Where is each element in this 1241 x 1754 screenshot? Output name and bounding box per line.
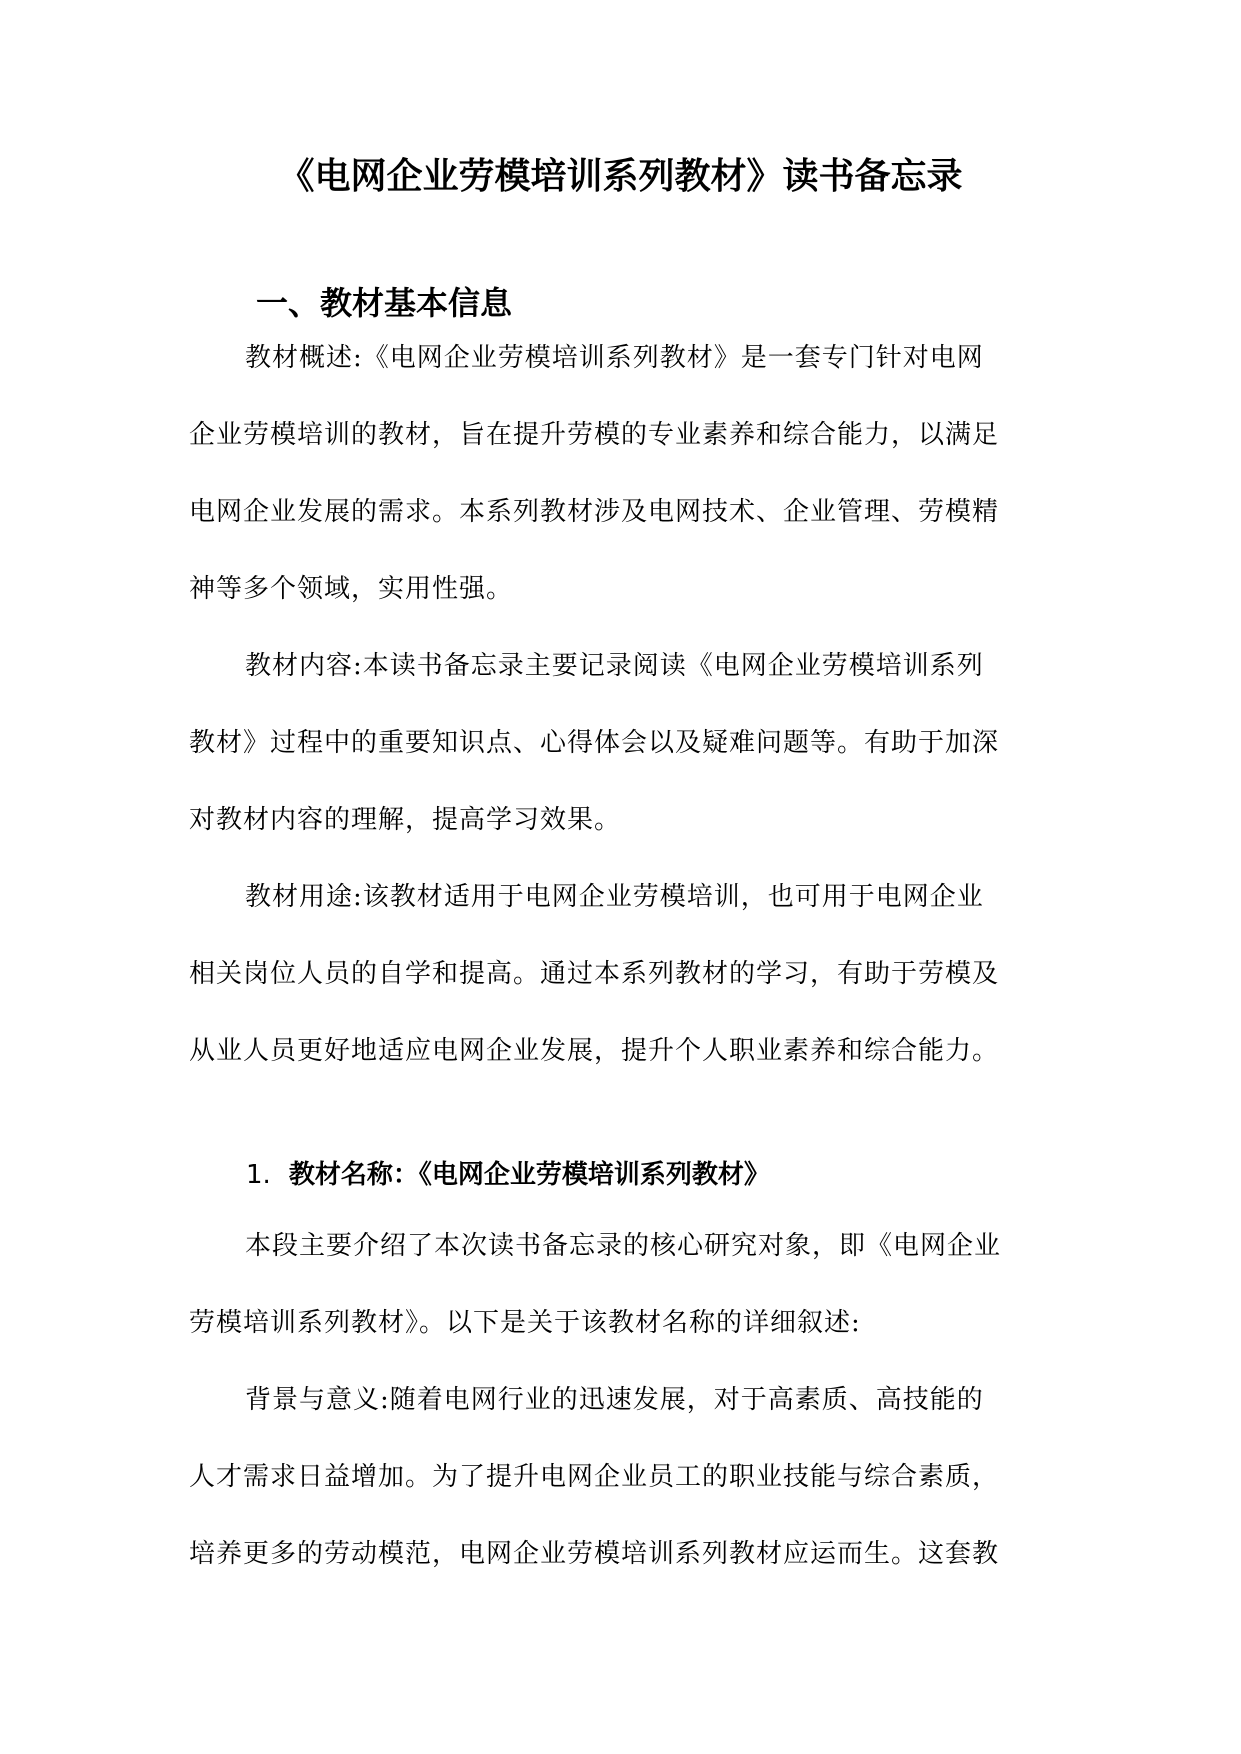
paragraph-line: 相关岗位人员的自学和提高。通过本系列教材的学习，有助于劳模及 [189,959,1000,989]
paragraph-line: 从业人员更好地适应电网企业发展，提升个人职业素养和综合能力。 [189,1036,1000,1066]
paragraph-line: 神等多个领域，实用性强。 [189,574,514,604]
subsection-number: 1. [246,1160,271,1190]
paragraph-line: 培养更多的劳动模范，电网企业劳模培训系列教材应运而生。这套教 [189,1539,1000,1569]
paragraph-line: 教材》过程中的重要知识点、心得体会以及疑难问题等。有助于加深 [189,728,1000,758]
paragraph-intro [189,1208,1055,1362]
paragraph-usage [189,859,1055,1090]
section-heading-basic-info: 一、教材基本信息 [256,284,513,322]
paragraph-line: 背景与意义:随着电网行业的迅速发展，对于高素质、高技能的 [245,1385,984,1415]
paragraph-line: 本段主要介绍了本次读书备忘录的核心研究对象，即《电网企业 [245,1231,1002,1261]
paragraph-overview [189,320,1055,628]
subsection-heading-textbook-name [246,1153,770,1197]
paragraph-background [189,1362,1055,1593]
paragraph-line: 教材用途:该教材适用于电网企业劳模培训，也可用于电网企业 [245,882,984,912]
paragraph-line: 人才需求日益增加。为了提升电网企业员工的职业技能与综合素质， [189,1462,1000,1492]
paragraph-line: 电网企业发展的需求。本系列教材涉及电网技术、企业管理、劳模精 [189,497,1000,527]
paragraph-line: 对教材内容的理解，提高学习效果。 [189,805,622,835]
paragraph-content [189,628,1055,859]
paragraph-line: 劳模培训系列教材》。以下是关于该教材名称的详细叙述: [189,1308,861,1338]
paragraph-line: 企业劳模培训的教材，旨在提升劳模的专业素养和综合能力，以满足 [189,420,1000,450]
paragraph-line: 教材内容:本读书备忘录主要记录阅读《电网企业劳模培训系列 [245,651,984,681]
subsection-title: 教材名称：《电网企业劳模培训系列教材》 [288,1160,770,1190]
document-title: 《电网企业劳模培训系列教材》读书备忘录 [278,156,963,197]
paragraph-line: 教材概述:《电网企业劳模培训系列教材》是一套专门针对电网 [245,343,984,373]
